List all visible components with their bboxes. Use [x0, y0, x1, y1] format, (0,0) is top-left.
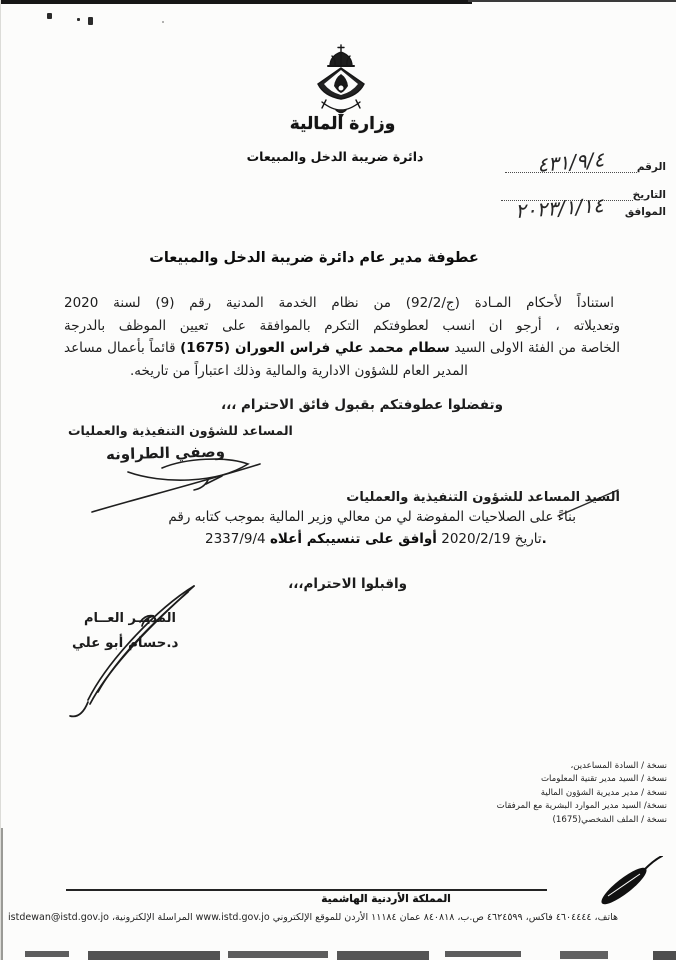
employee-name: سطام محمد علي فراس العوران (1675)	[180, 340, 450, 357]
kingdom-title: المملكة الأردنية الهاشمية	[321, 893, 451, 905]
ref-corresponding-value: ٢٠٢٣/١/١٤	[513, 192, 604, 224]
scan-speck	[47, 13, 52, 19]
body-line	[64, 360, 620, 383]
approval-line: بناءً على الصلاحيات المفوضة لي من معالي وزير المالية بموجب كتابه رقم	[168, 509, 576, 525]
scan-bottom-edge-artifact	[337, 951, 429, 960]
letter-reference: 2337/9/4 تاريخ 2020/2/19	[205, 531, 542, 547]
signatory-name-director: د.حسام أبو علي	[72, 635, 179, 651]
signature-title-director-general: المديــر العــام	[84, 611, 176, 626]
cc-item: نسخة / السادة المساعدين،	[570, 761, 667, 771]
body-line	[64, 337, 620, 360]
closing-compliment: وتفضلوا عطوفتكم بقبول فائق الاحترام ،،،	[220, 397, 503, 413]
scan-speck	[88, 17, 93, 25]
scan-top-edge-artifact	[0, 0, 472, 4]
cc-item: نسخة / السيد مدير تقنية المعلومات	[540, 774, 667, 785]
body-paragraph	[64, 292, 620, 382]
cc-list	[497, 760, 667, 827]
scan-speck	[162, 21, 164, 23]
scan-bottom-edge-artifact	[25, 951, 69, 957]
body-line	[64, 292, 620, 315]
ref-date-label: التاريخ	[632, 189, 666, 201]
body-line	[64, 315, 620, 338]
cc-item: نسخة / مدير مديرية الشؤون المالية	[540, 787, 667, 798]
subject-title: عطوفة مدير عام دائرة ضريبة الدخل والمبيعات	[149, 250, 479, 266]
ref-number-line	[505, 147, 637, 177]
cc-item: نسخة / الملف الشخصي(1675)	[552, 814, 667, 825]
cc-item: نسخة/ السيد مدير الموارد البشرية مع المرفقات	[496, 801, 667, 812]
jordan-coat-of-arms-icon	[310, 44, 372, 120]
signatory-name-wasfi: وصفي الطراونه	[105, 442, 226, 464]
body-text: قائماً بأعمال مساعد	[64, 340, 181, 357]
ministry-title: وزارة المالية	[289, 114, 396, 134]
ref-number-row	[505, 147, 668, 177]
article-reference: (92/ج/2)	[405, 295, 460, 311]
footer-rule	[66, 889, 547, 891]
body-text: الخاصة من الفئة الاولى السيد	[449, 340, 620, 357]
scan-left-edge-artifact	[0, 0, 1, 960]
scan-bottom-edge-artifact	[445, 951, 521, 957]
ref-number-value: ٤٣١/٩/٤	[536, 147, 606, 177]
ref-corresponding-line	[493, 192, 625, 224]
scan-bottom-edge-artifact	[228, 951, 328, 958]
body-text: استناداً لأحكام المـادة	[459, 295, 614, 311]
scan-bottom-edge-artifact	[560, 951, 608, 959]
scan-speck	[77, 18, 80, 21]
handwritten-signature-icon	[60, 578, 210, 728]
department-title: دائرة ضريبة الدخل والمبيعات	[246, 149, 424, 164]
contact-line: هاتف، ٤٦٠٤٤٤٤ فاكس، ٤٦٢٤٥٩٩ ص.ب، ٨٤٠٨١٨ عمان ١١١٨٤ الأردن للموقع الإلكتروني www.istd.gov.jo المراسلة الإلكترونية، istdewan@istd.gov.jo	[8, 912, 618, 923]
closing-compliment: واقبلوا الاحترام،،،	[288, 576, 407, 592]
body-text: من نظام الخدمة المدنية رقم (9) لسنة 2020	[64, 295, 406, 311]
scan-top-edge-artifact	[468, 0, 676, 2]
pen-stroke-mark-icon	[588, 856, 668, 910]
section-heading-assistant: السيد المساعد للشؤون التنفيذية والعمليات	[346, 490, 620, 505]
scan-bottom-edge-artifact	[653, 951, 676, 960]
approval-line	[205, 531, 547, 547]
body-text: وتعديلاته ، أرجو ان انسب لعطوفتكم التكرم بالموافقة على تعيين الموظف بالدرجة	[64, 317, 620, 334]
ref-corresponding-label: الموافق	[624, 206, 666, 218]
scan-bottom-edge-artifact	[88, 951, 220, 960]
scan-left-edge-artifact	[1, 828, 3, 960]
body-text: المدير العام للشؤون الادارية والمالية وذلك اعتباراً من تاريخه.	[130, 362, 468, 379]
signature-title-assistant: المساعد للشؤون التنفيذية والعمليات	[68, 423, 293, 438]
approval-statement: أوافق على تنسيبكم أعلاه.	[269, 531, 547, 547]
ref-number-label: الرقم	[636, 161, 666, 173]
